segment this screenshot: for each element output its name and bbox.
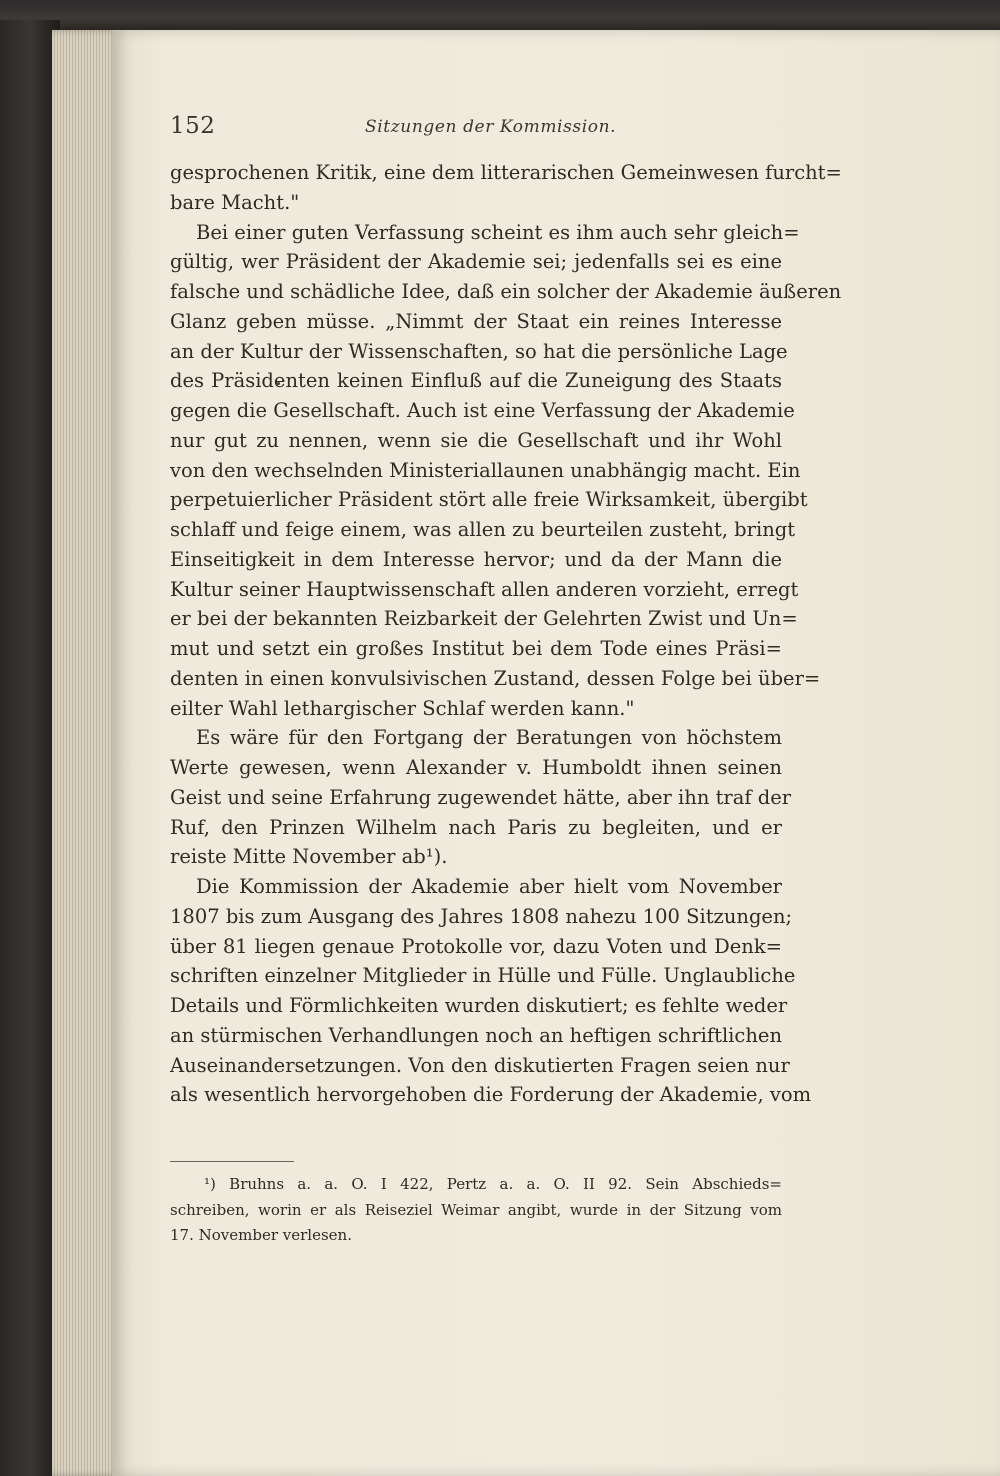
text-line: Es wäre für den Fortgang der Beratungen von höchstem [196, 726, 782, 750]
text-line: falsche und schädliche Idee, daß ein solcher der Akademie äußeren [170, 280, 842, 303]
text-line: gesprochenen Kritik, eine dem litterarischen Gemeinwesen furcht= [170, 161, 842, 184]
text-line: als wesentlich hervorgehoben die Forderung der Akademie, vom [170, 1083, 812, 1107]
text-line: reiste Mitte November ab¹). [170, 845, 448, 869]
book-cover-top-edge [0, 0, 1000, 30]
text-line: gegen die Gesellschaft. Auch ist eine Verfassung der Akademie [170, 399, 795, 422]
text-line: nur gut zu nennen, wenn sie die Gesellschaft und ihr Wohl [170, 428, 782, 452]
page-number: 152 [170, 113, 216, 139]
footnote-line: ¹) Bruhns a. a. O. I 422, Pertz a. a. O. II 92. Sein Abschieds= [204, 1175, 782, 1193]
footnote-divider [170, 1161, 294, 1162]
text-line: er bei der bekannten Reizbarkeit der Gelehrten Zwist und Un= [170, 607, 798, 631]
running-head: Sitzungen der Kommission. [365, 117, 617, 137]
text-line: an der Kultur der Wissenschaften, so hat die persönliche Lage [170, 339, 788, 363]
text-line: Geist und seine Erfahrung zugewendet hätte, aber ihn traf der [170, 785, 792, 809]
text-line: denten in einen konvulsivischen Zustand, dessen Folge bei über= [170, 666, 821, 690]
text-line: 1807 bis zum Ausgang des Jahres 1808 nahezu 100 Sitzungen; [170, 904, 793, 928]
footnote [170, 1172, 782, 1249]
text-line: Kultur seiner Hauptwissenschaft allen anderen vorzieht, erregt [170, 577, 799, 601]
book-spine-edge [0, 20, 60, 1476]
footnote-line: schreiben, worin er als Reiseziel Weimar angibt, wurde in der Sitzung vom [170, 1200, 782, 1219]
text-line: Einseitigkeit in dem Interesse hervor; und da der Mann die [170, 547, 782, 571]
text-line: Glanz geben müsse. „Nimmt der Staat ein reines Interesse [170, 309, 782, 333]
text-line: über 81 liegen genaue Protokolle vor, dazu Voten und Denk= [170, 934, 782, 958]
text-line: Auseinandersetzungen. Von den diskutierten Fragen seien nur [170, 1053, 790, 1077]
body-text [170, 158, 842, 1110]
text-line: Details und Förmlichkeiten wurden diskutiert; es fehlte weder [170, 994, 788, 1017]
text-line: von den wechselnden Ministeriallaunen unabhängig macht. Ein [170, 458, 801, 482]
text-line: schriften einzelner Mitglieder in Hülle und Fülle. Unglaubliche [170, 964, 796, 988]
text-line: perpetuierlicher Präsident stört alle freie Wirksamkeit, übergibt [170, 488, 808, 512]
text-line: Die Kommission der Akademie aber hielt vom November [196, 875, 782, 898]
text-line: an stürmischen Verhandlungen noch an heftigen schriftlichen [170, 1023, 782, 1047]
text-line: des Präsidenten keinen Einfluß auf die Zuneigung des Staats [170, 369, 782, 393]
text-line: Werte gewesen, wenn Alexander v. Humboldt ihnen seinen [170, 756, 782, 779]
footnote-line: 17. November verlesen. [170, 1226, 352, 1245]
text-line: bare Macht." [170, 190, 300, 214]
page-header [170, 113, 782, 149]
text-line: Ruf, den Prinzen Wilhelm nach Paris zu begleiten, und er [170, 815, 782, 839]
text-line: mut und setzt ein großes Institut bei dem Tode eines Präsi= [170, 637, 782, 660]
text-line: schlaff und feige einem, was allen zu beurteilen zusteht, bringt [170, 518, 796, 541]
text-line: gültig, wer Präsident der Akademie sei; jedenfalls sei es eine [170, 250, 782, 274]
text-line: Bei einer guten Verfassung scheint es ihm auch sehr gleich= [196, 220, 800, 244]
text-line: eilter Wahl lethargischer Schlaf werden kann." [170, 696, 635, 720]
